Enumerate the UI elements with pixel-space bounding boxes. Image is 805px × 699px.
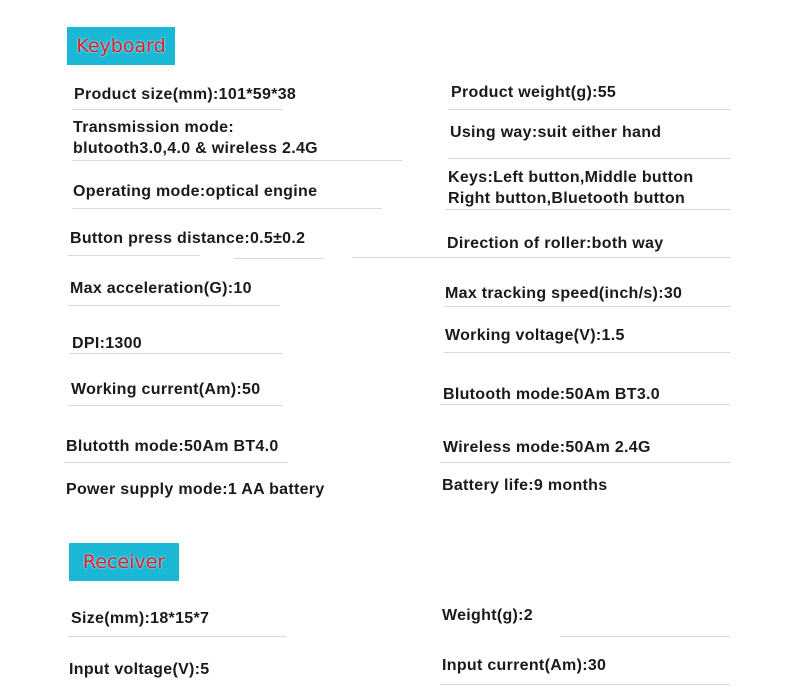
spec-transmission-line2: blutooth3.0,4.0 & wireless 2.4G xyxy=(73,140,318,157)
divider xyxy=(72,208,382,209)
spec-max-tracking-speed: Max tracking speed(inch/s):30 xyxy=(445,285,683,302)
divider xyxy=(446,209,730,210)
divider xyxy=(68,255,200,256)
spec-roller-direction: Direction of roller:both way xyxy=(447,235,664,252)
divider xyxy=(444,352,730,353)
divider xyxy=(64,462,288,463)
divider xyxy=(448,158,730,159)
spec-battery-life: Battery life:9 months xyxy=(442,477,608,494)
spec-power-supply: Power supply mode:1 AA battery xyxy=(66,481,325,498)
spec-receiver-input-voltage: Input voltage(V):5 xyxy=(69,661,210,678)
spec-keys-line2: Right button,Bluetooth button xyxy=(448,190,686,207)
divider xyxy=(352,257,730,258)
divider xyxy=(234,258,324,259)
spec-bt30-mode: Blutooth mode:50Am BT3.0 xyxy=(443,386,660,403)
divider xyxy=(68,405,282,406)
divider xyxy=(444,306,730,307)
spec-working-current: Working current(Am):50 xyxy=(71,381,261,398)
spec-button-press-distance: Button press distance:0.5±0.2 xyxy=(70,230,306,247)
spec-keys-line1: Keys:Left button,Middle button xyxy=(448,169,694,186)
spec-product-size: Product size(mm):101*59*38 xyxy=(74,86,297,103)
receiver-section-heading: Receiver xyxy=(69,543,179,581)
divider xyxy=(70,353,282,354)
divider xyxy=(68,636,286,637)
spec-receiver-size: Size(mm):18*15*7 xyxy=(71,610,210,627)
divider xyxy=(448,109,730,110)
spec-receiver-input-current: Input current(Am):30 xyxy=(442,657,607,674)
divider xyxy=(72,109,282,110)
divider xyxy=(68,305,280,306)
spec-receiver-weight: Weight(g):2 xyxy=(442,607,533,624)
spec-bt40-mode: Blutotth mode:50Am BT4.0 xyxy=(66,438,279,455)
spec-product-weight: Product weight(g):55 xyxy=(451,84,617,101)
spec-using-way: Using way:suit either hand xyxy=(450,124,662,141)
spec-operating-mode: Operating mode:optical engine xyxy=(73,183,318,200)
divider xyxy=(440,684,730,685)
divider xyxy=(72,160,402,161)
divider xyxy=(440,404,730,405)
divider xyxy=(560,636,730,637)
spec-working-voltage: Working voltage(V):1.5 xyxy=(445,327,625,344)
divider xyxy=(440,462,730,463)
spec-transmission-line1: Transmission mode: xyxy=(73,119,234,136)
spec-wireless-mode: Wireless mode:50Am 2.4G xyxy=(443,439,651,456)
spec-dpi: DPI:1300 xyxy=(72,335,142,352)
spec-max-acceleration: Max acceleration(G):10 xyxy=(70,280,252,297)
keyboard-section-heading: Keyboard xyxy=(67,27,175,65)
